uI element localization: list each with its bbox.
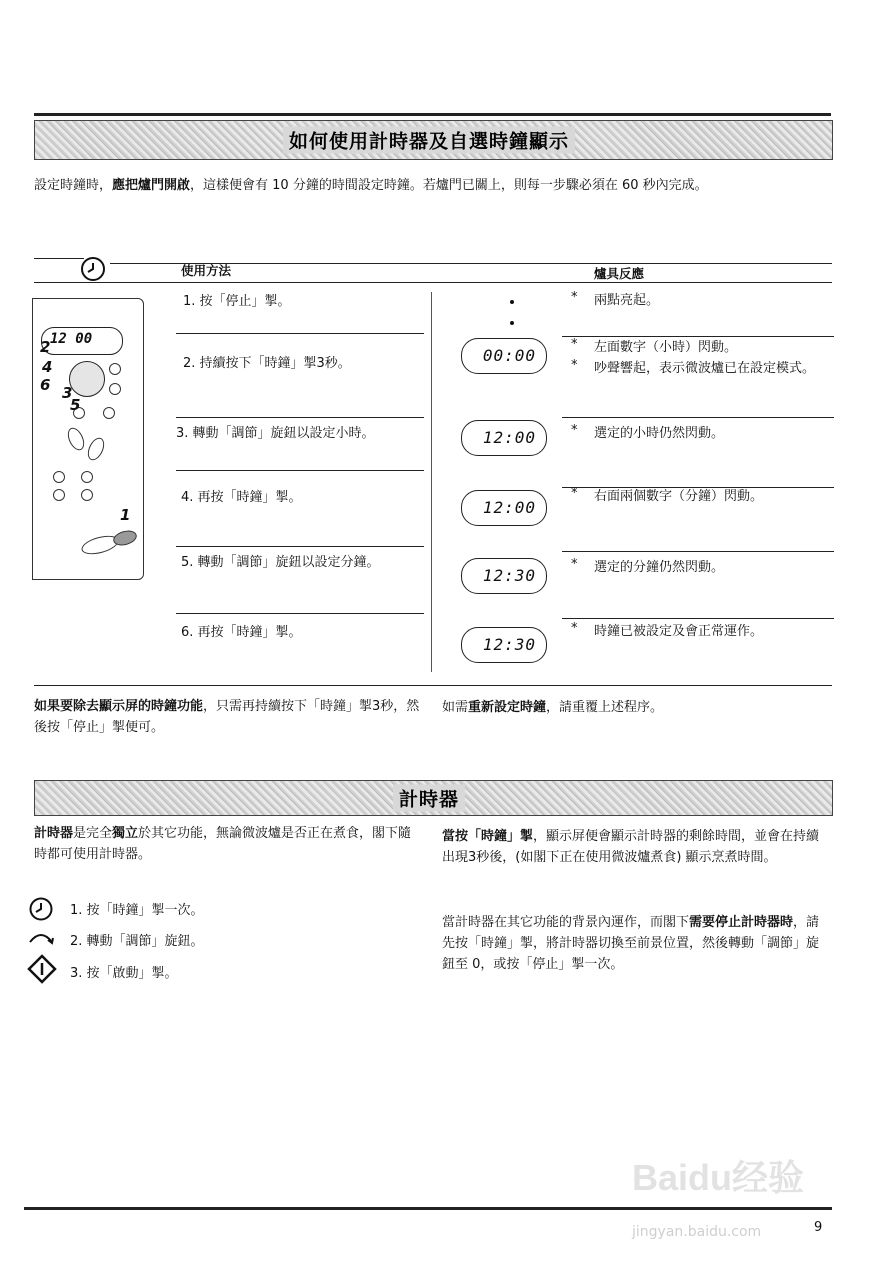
- bullet-star: *: [571, 621, 578, 636]
- start-icon: [27, 954, 57, 984]
- step-6: 6. 再按「時鐘」掣。: [181, 625, 302, 640]
- panel-button: [81, 471, 93, 483]
- indicator-dot: [510, 321, 514, 325]
- panel-button: [109, 363, 121, 375]
- display-step6: 12:30: [461, 627, 547, 663]
- response-1: 兩點亮起。: [594, 293, 660, 308]
- clock-icon: [80, 256, 106, 282]
- bullet-star: *: [571, 486, 578, 501]
- indicator-dot: [510, 300, 514, 304]
- clock-icon: [28, 896, 54, 922]
- control-knob: [69, 361, 105, 397]
- response-divider: [562, 551, 834, 552]
- step-divider: [176, 417, 424, 418]
- note-remove-clock: 如果要除去顯示屏的時鐘功能，只需再持續按下「時鐘」掣3秒，然後按「停止」掣便可。: [34, 699, 420, 735]
- panel-button: [109, 383, 121, 395]
- note-reset-clock: 如需重新設定時鐘，請重覆上述程序。: [442, 700, 664, 715]
- step-divider: [176, 470, 424, 471]
- callout-2: 2: [40, 338, 51, 356]
- callout-4: 4: [42, 358, 53, 376]
- response-divider: [562, 417, 834, 418]
- section-title-timer: 計時器: [393, 785, 465, 812]
- step-divider: [176, 333, 424, 334]
- rotate-knob-icon: [26, 928, 56, 946]
- section-banner-timer: [34, 780, 833, 816]
- step-4: 4. 再按「時鐘」掣。: [181, 490, 302, 505]
- response-divider: [562, 618, 834, 619]
- section-title-clock: 如何使用計時器及自選時鐘顯示: [283, 127, 575, 154]
- timer-step-1: 1. 按「時鐘」掣一次。: [70, 903, 204, 918]
- response-2: 左面數字（小時）閃動。: [594, 340, 738, 355]
- header-rule-bottom: [34, 282, 832, 283]
- column-divider: [431, 292, 432, 672]
- timer-note-1: 當按「時鐘」掣，顯示屏便會顯示計時器的剩餘時間，並會在持續出現3秒後，(如閣下正在使用微波爐煮食) 顯示烹煮時間。: [442, 829, 820, 865]
- panel-button: [81, 489, 93, 501]
- response-4: 選定的小時仍然閃動。: [594, 426, 725, 441]
- step-2: 2. 持續按下「時鐘」掣3秒。: [183, 356, 351, 371]
- timer-step-2: 2. 轉動「調節」旋鈕。: [70, 934, 204, 949]
- display-step3: 12:00: [461, 420, 547, 456]
- panel-button: [53, 489, 65, 501]
- watermark-url: jingyan.baidu.com: [632, 1224, 762, 1240]
- callout-5: 5: [70, 396, 81, 414]
- footer-rule: [24, 1207, 832, 1210]
- display-step4: 12:00: [461, 490, 547, 526]
- top-rule: [34, 113, 831, 116]
- intro-text: 設定時鐘時，應把爐門開啟，這樣便會有 10 分鐘的時間設定時鐘。若爐門已關上，則每一步驟必須在 60 秒內完成。: [34, 178, 708, 193]
- watermark-brand: Baidu经验: [632, 1157, 805, 1198]
- panel-button: [85, 435, 108, 463]
- callout-3: 3: [62, 384, 73, 402]
- bullet-star: *: [571, 290, 578, 305]
- response-5: 右面兩個數字（分鐘）閃動。: [594, 489, 764, 504]
- display-step5: 12:30: [461, 558, 547, 594]
- callout-6: 6: [40, 376, 51, 394]
- bullet-star: *: [571, 358, 578, 373]
- section-banner-clock: [34, 120, 833, 160]
- step-divider: [176, 546, 424, 547]
- response-3: 吵聲響起，表示微波爐已在設定模式。: [594, 361, 816, 376]
- panel-button: [103, 407, 115, 419]
- display-step2: 00:00: [461, 338, 547, 374]
- panel-button: [65, 425, 88, 453]
- response-6: 選定的分鐘仍然閃動。: [594, 560, 725, 575]
- step-5: 5. 轉動「調節」旋鈕以設定分鐘。: [181, 555, 380, 570]
- method-header: 使用方法: [181, 263, 232, 278]
- header-rule-left: [34, 258, 84, 259]
- panel-display: 12 00: [41, 327, 123, 355]
- response-header: 爐具反應: [594, 266, 645, 281]
- timer-note-2: 當計時器在其它功能的背景內運作，而閣下需要停止計時器時，請先按「時鐘」掣，將計時器切換至前景位置，然後轉動「調節」旋鈕至 0，或按「停止」掣一次。: [442, 915, 820, 972]
- timer-intro: 計時器是完全獨立於其它功能，無論微波爐是否正在煮食，閣下隨時都可使用計時器。: [34, 826, 412, 862]
- timer-step-3: 3. 按「啟動」掣。: [70, 966, 178, 981]
- bullet-star: *: [571, 337, 578, 352]
- step-3: 3. 轉動「調節」旋鈕以設定小時。: [176, 426, 375, 441]
- callout-1: 1: [120, 506, 131, 524]
- page-number: 9: [814, 1220, 823, 1235]
- step-1: 1. 按「停止」掣。: [183, 294, 291, 309]
- bullet-star: *: [571, 423, 578, 438]
- bullet-star: *: [571, 557, 578, 572]
- step-divider: [176, 613, 424, 614]
- response-7: 時鐘已被設定及會正常運作。: [594, 624, 764, 639]
- table-bottom-rule: [34, 685, 832, 686]
- panel-button: [53, 471, 65, 483]
